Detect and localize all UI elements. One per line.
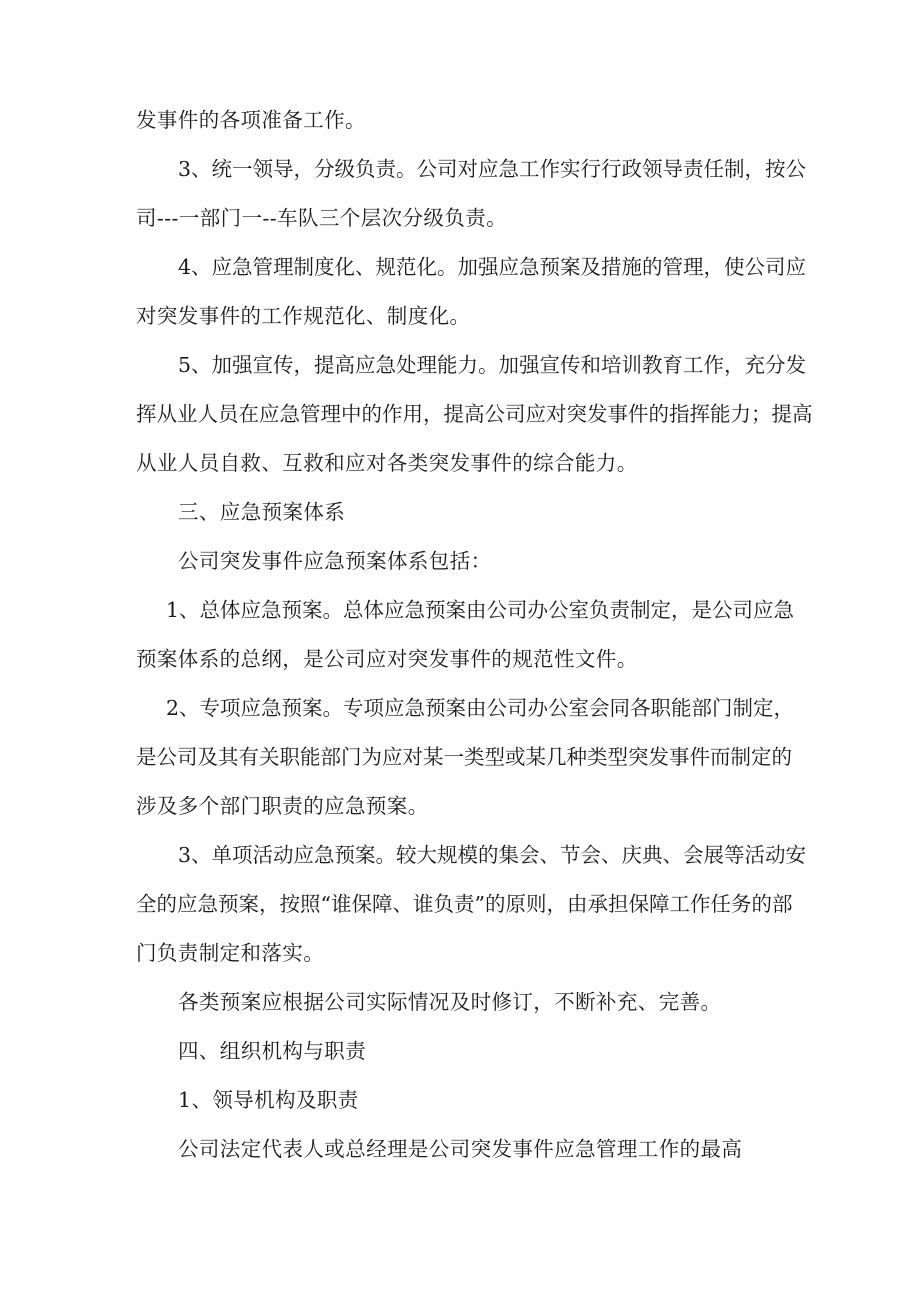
text-line-8: 从业人员自救、互救和应对各类突发事件的综合能力。 [136,451,638,475]
text-line-15: 涉及多个部门职责的应急预案。 [136,794,429,818]
text-line-11: 1、总体应急预案。总体应急预案由公司办公室负责制定，是公司应急 [166,598,795,622]
text-line-16: 3、单项活动应急预案。较大规模的集会、节会、庆典、会展等活动安 [178,843,807,867]
subsection-heading-1: 1、领导机构及职责 [178,1088,359,1112]
text-line-4: 4、应急管理制度化、规范化。加强应急预案及措施的管理，使公司应 [178,255,807,279]
text-line-10: 公司突发事件应急预案体系包括： [178,549,492,573]
text-line-3: 司---一部门一--车队三个层次分级负责。 [136,206,508,230]
text-line-18: 门负责制定和落实。 [136,941,325,965]
text-line-1: 发事件的各项准备工作。 [136,108,366,132]
text-line-12: 预案体系的总纲，是公司应对突发事件的规范性文件。 [136,647,638,671]
text-line-14: 是公司及其有关职能部门为应对某一类型或某几种类型突发事件而制定的 [136,745,792,769]
text-line-13: 2、专项应急预案。专项应急预案由公司办公室会同各职能部门制定， [166,696,795,720]
text-line-7: 挥从业人员在应急管理中的作用，提高公司应对突发事件的指挥能力；提高 [136,402,813,426]
text-line-17: 全的应急预案，按照“谁保障、谁负责”的原则，由承担保障工作任务的部 [136,892,793,916]
section-heading-3: 三、应急预案体系 [178,500,346,524]
section-heading-4: 四、组织机构与职责 [178,1039,367,1063]
text-line-6: 5、加强宣传，提高应急处理能力。加强宣传和培训教育工作，充分发 [178,353,807,377]
text-line-5: 对突发事件的工作规范化、制度化。 [136,304,471,328]
text-line-19: 各类预案应根据公司实际情况及时修订，不断补充、完善。 [178,990,722,1014]
text-line-22: 公司法定代表人或总经理是公司突发事件应急管理工作的最高 [178,1137,743,1161]
text-line-2: 3、统一领导，分级负责。公司对应急工作实行行政领导责任制，按公 [178,157,807,181]
